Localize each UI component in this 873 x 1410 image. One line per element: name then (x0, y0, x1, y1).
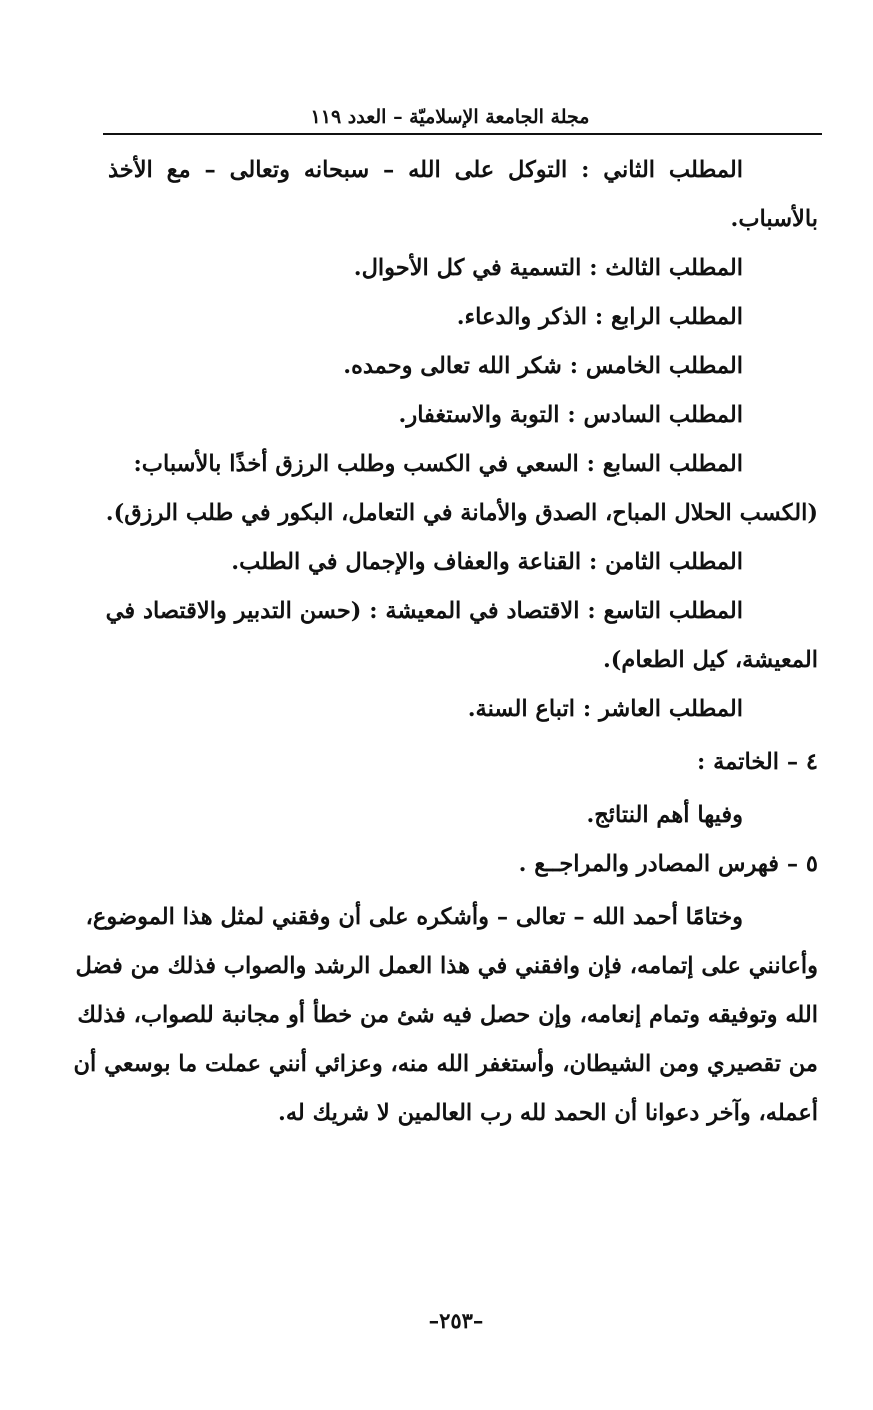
text-line: المطلب الثاني : التوكل على الله – سبحانه وتعالى – مع الأخذ (108, 157, 743, 183)
paragraph-line: وأعانني على إتمامه، فإن وافقني في هذا العمل الرشد والصواب فذلك من فضل (75, 953, 818, 979)
section-heading: ٥ – فهرس المصادر والمراجــع . (518, 851, 818, 877)
text-line: المطلب التاسع : الاقتصاد في المعيشة : (حسن التدبير والاقتصاد في (105, 598, 743, 624)
text-line: المطلب السادس : التوبة والاستغفار. (398, 402, 743, 428)
text-line: (الكسب الحلال المباح، الصدق والأمانة في التعامل، البكور في طلب الرزق). (105, 500, 818, 526)
text-line: المطلب الثالث : التسمية في كل الأحوال. (353, 255, 743, 281)
text-line: المطلب العاشر : اتباع السنة. (467, 696, 743, 722)
body-text (73, 146, 818, 1138)
text-line: المطلب الرابع : الذكر والدعاء. (456, 304, 743, 330)
text-line: المعيشة، كيل الطعام). (602, 647, 818, 673)
text-line: المطلب الثامن : القناعة والعفاف والإجمال في الطلب. (231, 549, 743, 575)
journal-running-header: مجلة الجامعة الإسلاميّة – العدد ١١٩ (310, 106, 590, 128)
text-line: وفيها أهم النتائج. (586, 802, 743, 828)
paragraph-line: أعمله، وآخر دعوانا أن الحمد لله رب العالمين لا شريك له. (278, 1100, 818, 1126)
page-number: –٢٥٣– (428, 1308, 484, 1333)
section-heading: ٤ – الخاتمة : (697, 749, 818, 775)
paragraph-line: الله وتوفيقه وتمام إنعامه، وإن حصل فيه شئ من خطأ أو مجانبة للصواب، فذلك (77, 1002, 818, 1028)
text-line: بالأسباب. (730, 206, 818, 232)
header-rule (103, 133, 822, 135)
text-line: المطلب السابع : السعي في الكسب وطلب الرزق أخذًا بالأسباب: (133, 451, 743, 477)
paragraph-line: من تقصيري ومن الشيطان، وأستغفر الله منه، وعزائي أنني عملت ما بوسعي أن (73, 1051, 818, 1077)
text-line: المطلب الخامس : شكر الله تعالى وحمده. (343, 353, 743, 379)
paragraph-line: وختامًا أحمد الله – تعالى – وأشكره على أن وفقني لمثل هذا الموضوع، (85, 904, 743, 930)
